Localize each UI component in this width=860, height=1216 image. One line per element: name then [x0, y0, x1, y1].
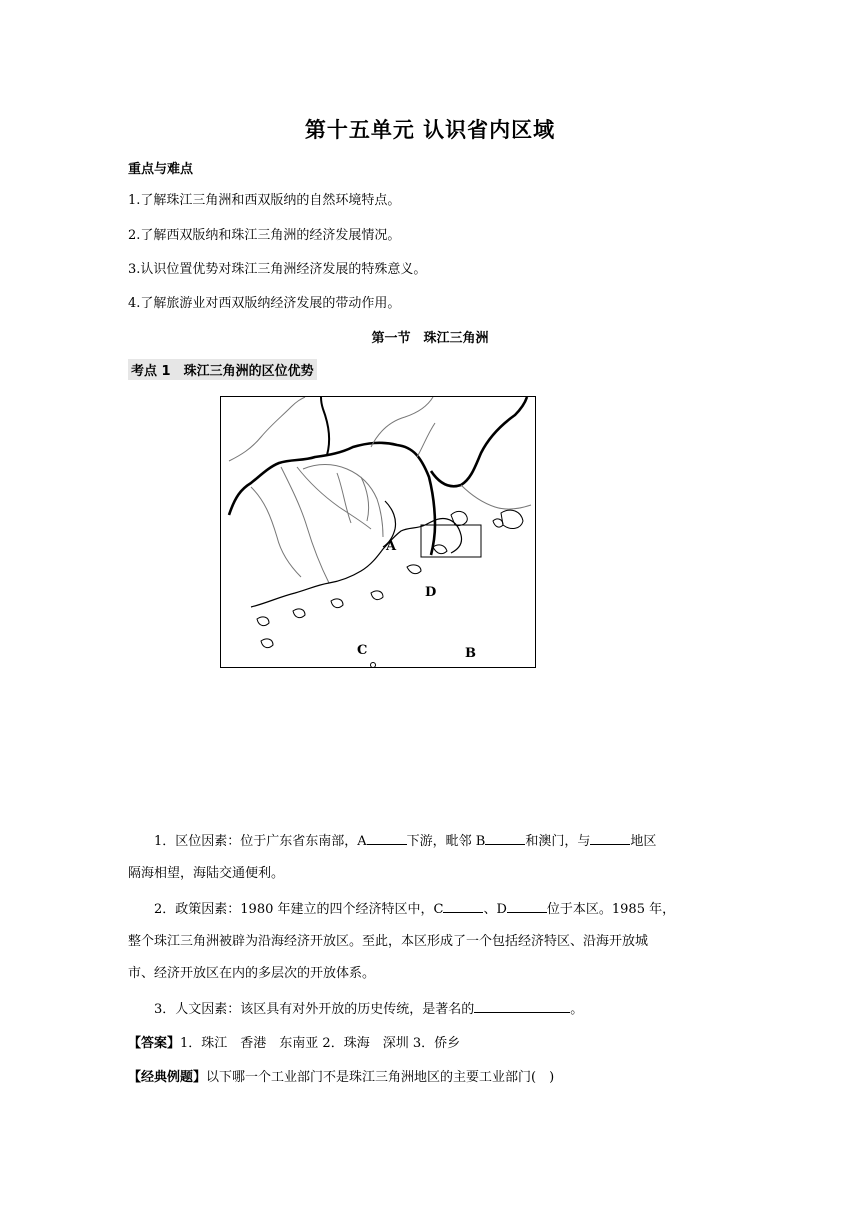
focus-heading: 重点与难点 [128, 162, 194, 177]
q2-text: 2．政策因素：1980 年建立的四个经济特区中，C [154, 902, 444, 917]
section-title: 第一节 珠江三角洲 [371, 331, 489, 346]
q2-line3: 市、经济开放区在内的多层次的开放体系。 [128, 966, 376, 981]
q2-blank-d[interactable] [507, 900, 547, 913]
map-drawing [221, 397, 535, 667]
focus-item: 3.认识位置优势对珠江三角洲经济发展的特殊意义。 [128, 262, 427, 277]
q1-text: 下游，毗邻 B [406, 834, 486, 849]
q1-blank-c[interactable] [590, 832, 630, 845]
map-label-a: A [386, 539, 397, 554]
page-title: 第十五单元 认识省内区域 [304, 118, 556, 142]
q3-blank[interactable] [474, 1000, 570, 1013]
example-text: 以下哪一个工业部门不是珠江三角洲地区的主要工业部门( ) [206, 1070, 555, 1085]
key-point-heading: 考点 1 珠江三角洲的区位优势 [128, 359, 317, 380]
q1-line2: 隔海相望，海陆交通便利。 [128, 866, 285, 881]
q3-text: 。 [570, 1002, 584, 1017]
pearl-river-delta-map [220, 396, 536, 668]
example-line [128, 1062, 732, 1094]
question-2 [128, 894, 732, 990]
map-label-b: B [465, 646, 476, 661]
q1-text: 1．区位因素：位于广东省东南部，A [154, 834, 367, 849]
q2-text: 、D [483, 902, 507, 917]
map-label-d: D [425, 585, 437, 600]
answer-line [128, 1028, 732, 1060]
q1-text: 和澳门，与 [525, 834, 591, 849]
question-3 [128, 994, 732, 1026]
question-1 [128, 826, 732, 890]
focus-item: 1.了解珠江三角洲和西双版纳的自然环境特点。 [128, 193, 401, 208]
q1-blank-b[interactable] [485, 832, 525, 845]
answer-text: 1．珠江 香港 东南亚 2．珠海 深圳 3．侨乡 [180, 1036, 461, 1051]
q3-text: 3．人文因素：该区具有对外开放的历史传统，是著名的 [154, 1002, 475, 1017]
focus-item: 4.了解旅游业对西双版纳经济发展的带动作用。 [128, 296, 401, 311]
q2-blank-c[interactable] [443, 900, 483, 913]
q1-text: 地区 [630, 834, 657, 849]
example-label: 【经典例题】 [128, 1070, 207, 1085]
focus-item: 2.了解西双版纳和珠江三角洲的经济发展情况。 [128, 228, 401, 243]
q2-text: 位于本区。1985 年， [546, 902, 676, 917]
answer-label: 【答案】 [128, 1036, 181, 1051]
map-label-c: C [357, 643, 368, 658]
q1-blank-a[interactable] [367, 832, 407, 845]
q2-line2: 整个珠江三角洲被辟为沿海经济开放区。至此，本区形成了一个包括经济特区、沿海开放城 [128, 934, 649, 949]
